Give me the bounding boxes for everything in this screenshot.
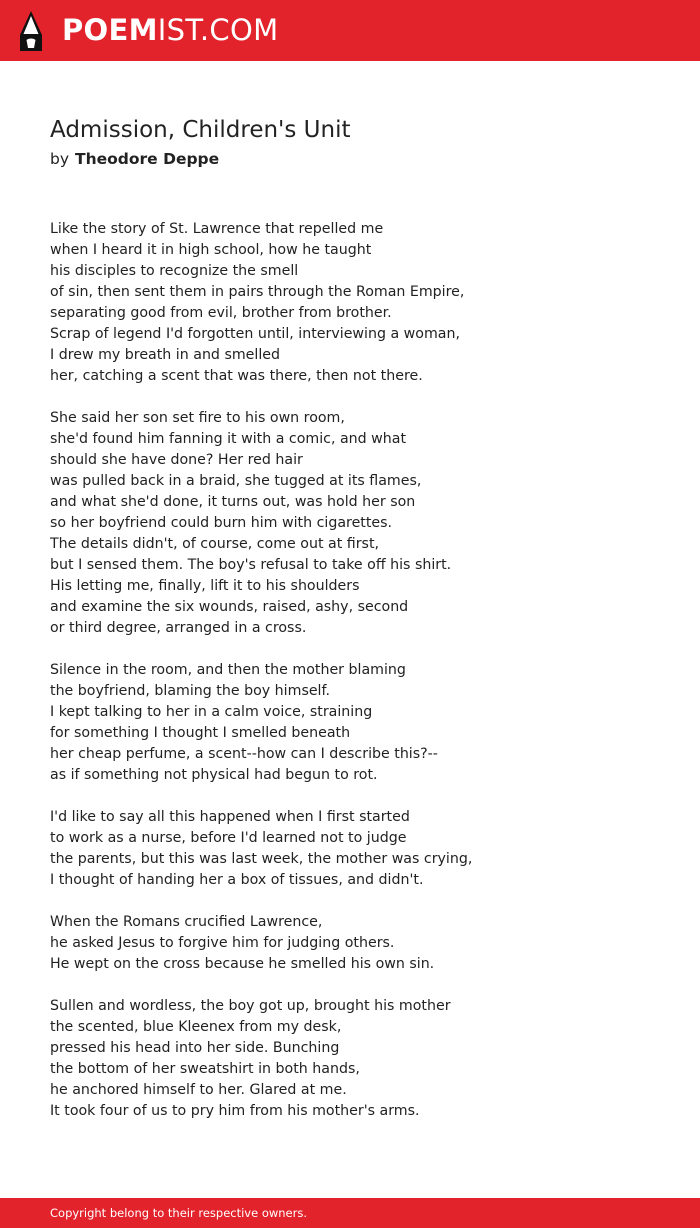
poem-line: for something I thought I smelled beneath (50, 725, 351, 741)
poem-line: It took four of us to pry him from his mother's arms. (50, 1103, 420, 1119)
poem-line: she'd found him fanning it with a comic, and what (50, 431, 407, 447)
by-label: by (50, 150, 70, 168)
pen-nib-icon[interactable] (18, 10, 44, 52)
poem-line: or third degree, arranged in a cross. (50, 620, 307, 636)
poem-line: so her boyfriend could burn him with cigarettes. (50, 515, 393, 531)
poem-line: Silence in the room, and then the mother blaming (50, 662, 406, 678)
poem-line: was pulled back in a braid, she tugged at its flames, (50, 473, 422, 489)
poem-line: he anchored himself to her. Glared at me. (50, 1082, 347, 1098)
stanza (50, 660, 670, 786)
poem-line: the parents, but this was last week, the mother was crying, (50, 851, 473, 867)
poem-line: he asked Jesus to forgive him for judging others. (50, 935, 395, 951)
logo-bold-text: POEM (62, 13, 158, 47)
stanza (50, 408, 670, 639)
stanza (50, 807, 670, 891)
poem-line: Like the story of St. Lawrence that repelled me (50, 221, 384, 237)
poem-line: her cheap perfume, a scent--how can I describe this?-- (50, 746, 438, 762)
poem-line: the boyfriend, blaming the boy himself. (50, 683, 330, 699)
poem-line: his disciples to recognize the smell (50, 263, 299, 279)
byline (50, 150, 219, 168)
author-name[interactable]: Theodore Deppe (75, 150, 220, 168)
poem-line: He wept on the cross because he smelled his own sin. (50, 956, 435, 972)
poem-line: but I sensed them. The boy's refusal to take off his shirt. (50, 557, 452, 573)
poem-line: I kept talking to her in a calm voice, straining (50, 704, 373, 720)
poem-line: She said her son set fire to his own room, (50, 410, 345, 426)
poem-line: the scented, blue Kleenex from my desk, (50, 1019, 342, 1035)
poem-line: and what she'd done, it turns out, was hold her son (50, 494, 416, 510)
site-footer (0, 1198, 700, 1228)
poem-line: should she have done? Her red hair (50, 452, 303, 468)
poem-line: to work as a nurse, before I'd learned not to judge (50, 830, 407, 846)
poem-line: separating good from evil, brother from brother. (50, 305, 392, 321)
poem-line: Scrap of legend I'd forgotten until, interviewing a woman, (50, 326, 460, 342)
poem-line: His letting me, finally, lift it to his shoulders (50, 578, 360, 594)
poem-body (50, 219, 670, 1143)
poem-line: pressed his head into her side. Bunching (50, 1040, 340, 1056)
poem-line: I thought of handing her a box of tissues, and didn't. (50, 872, 424, 888)
stanza (50, 996, 670, 1122)
site-logo[interactable] (62, 13, 279, 47)
site-header (0, 0, 700, 61)
logo-light-text: IST.COM (157, 13, 279, 47)
stanza (50, 912, 670, 975)
poem-line: her, catching a scent that was there, then not there. (50, 368, 423, 384)
poem-line: and examine the six wounds, raised, ashy, second (50, 599, 409, 615)
poem-line: The details didn't, of course, come out at first, (50, 536, 380, 552)
copyright-text: Copyright belong to their respective owners. (50, 1206, 308, 1220)
poem-line: When the Romans crucified Lawrence, (50, 914, 323, 930)
poem-line: the bottom of her sweatshirt in both hands, (50, 1061, 360, 1077)
poem-line: as if something not physical had begun to rot. (50, 767, 378, 783)
poem-line: when I heard it in high school, how he taught (50, 242, 372, 258)
poem-title: Admission, Children's Unit (50, 117, 351, 143)
poem-line: of sin, then sent them in pairs through the Roman Empire, (50, 284, 465, 300)
poem-line: I'd like to say all this happened when I first started (50, 809, 410, 825)
stanza (50, 219, 670, 387)
poem-line: Sullen and wordless, the boy got up, brought his mother (50, 998, 451, 1014)
poem-line: I drew my breath in and smelled (50, 347, 281, 363)
